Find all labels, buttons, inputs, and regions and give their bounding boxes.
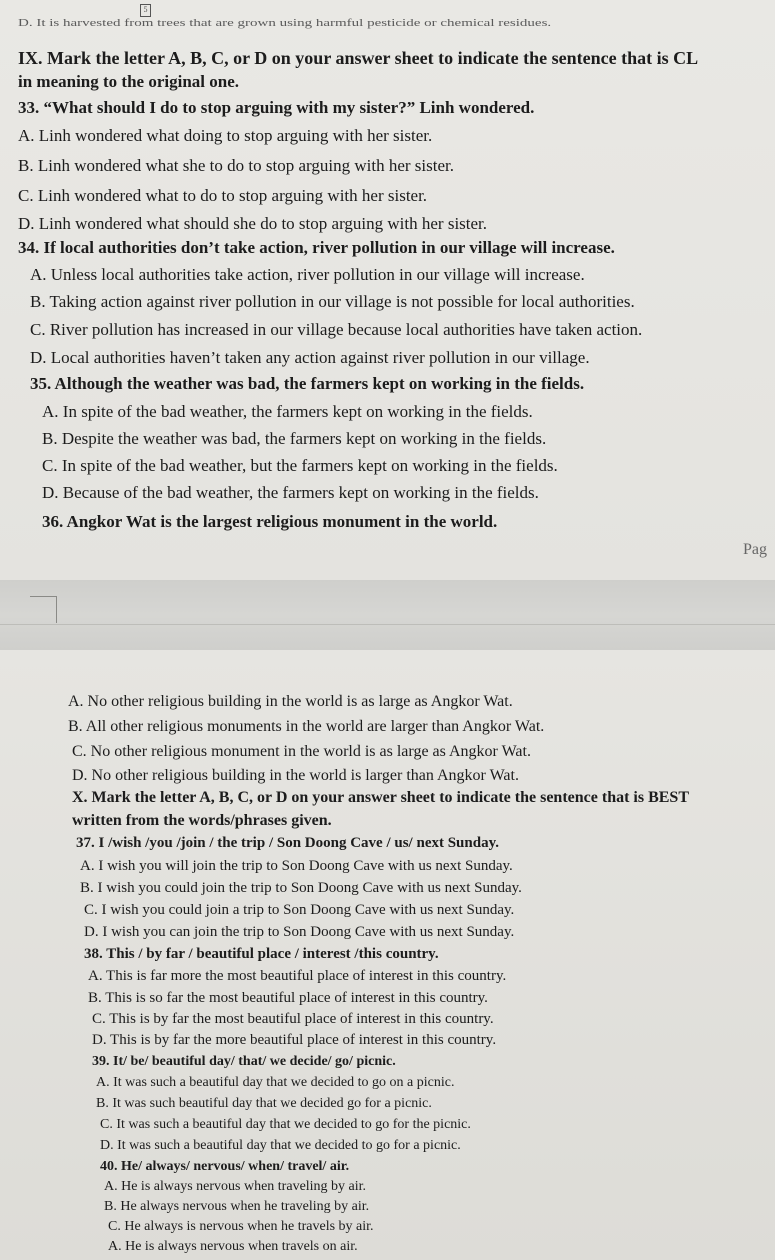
page-gap-rule [0, 624, 775, 625]
option-40-c: C. He always is nervous when he travels by air. [108, 1219, 374, 1234]
option-39-b: B. It was such beautiful day that we decided go for a picnic. [96, 1096, 432, 1111]
question-36: 36. Angkor Wat is the largest religious monument in the world. [42, 512, 498, 531]
option-39-d: D. It was such a beautiful day that we decided to go for a picnic. [100, 1138, 461, 1153]
option-38-a: A. This is far more the most beautiful place of interest in this country. [88, 968, 507, 984]
option-37-b: B. I wish you could join the trip to Son Doong Cave with us next Sunday. [80, 880, 522, 896]
option-36-a: A. No other religious building in the world is as large as Angkor Wat. [68, 693, 513, 710]
option-37-c: C. I wish you could join a trip to Son Doong Cave with us next Sunday. [84, 902, 515, 918]
section-ix-heading: IX. Mark the letter A, B, C, or D on your answer sheet to indicate the sentence that is CL [18, 48, 699, 68]
option-36-b: B. All other religious monuments in the world are larger than Angkor Wat. [68, 718, 545, 735]
section-x-heading-cont: written from the words/phrases given. [72, 812, 332, 829]
option-35-d: D. Because of the bad weather, the farmers kept on working in the fields. [42, 483, 539, 502]
option-36-c: C. No other religious monument in the world is as large as Angkor Wat. [72, 743, 531, 760]
option-40-a: A. He is always nervous when traveling by air. [104, 1179, 367, 1194]
option-35-c: C. In spite of the bad weather, but the farmers kept on working in the fields. [42, 456, 558, 475]
option-39-a: A. It was such a beautiful day that we decided to go on a picnic. [96, 1075, 455, 1090]
option-40-d: A. He is always nervous when travels on air. [108, 1239, 358, 1254]
page-gap [0, 580, 775, 650]
option-34-d: D. Local authorities haven’t taken any action against river pollution in our village. [30, 348, 590, 367]
option-38-b: B. This is so far the most beautiful place of interest in this country. [88, 990, 488, 1006]
option-35-a: A. In spite of the bad weather, the farmers kept on working in the fields. [42, 402, 533, 421]
crop-mark-top [30, 596, 57, 623]
option-34-c: C. River pollution has increased in our village because local authorities have taken action. [30, 320, 643, 339]
question-34: 34. If local authorities don’t take action, river pollution in our village will increase. [18, 238, 615, 257]
question-37: 37. I /wish /you /join / the trip / Son Doong Cave / us/ next Sunday. [76, 835, 500, 851]
option-33-b: B. Linh wondered what she to do to stop arguing with her sister. [18, 156, 454, 175]
question-35: 35. Although the weather was bad, the farmers kept on working in the fields. [30, 374, 585, 393]
option-39-c: C. It was such a beautiful day that we decided to go for the picnic. [100, 1117, 471, 1132]
option-33-d: D. Linh wondered what should she do to stop arguing with her sister. [18, 214, 488, 233]
question-33: 33. “What should I do to stop arguing with my sister?” Linh wondered. [18, 98, 535, 117]
section-ix-heading-cont: in meaning to the original one. [18, 72, 240, 91]
page-number-label: Pag [743, 541, 767, 558]
option-38-c: C. This is by far the most beautiful place of interest in this country. [92, 1011, 494, 1027]
page-top [0, 0, 775, 580]
question-40: 40. He/ always/ nervous/ when/ travel/ air. [100, 1159, 350, 1174]
option-35-b: B. Despite the weather was bad, the farmers kept on working in the fields. [42, 429, 547, 448]
option-37-d: D. I wish you can join the trip to Son Doong Cave with us next Sunday. [84, 924, 515, 940]
text-cursor-icon: 5 [140, 4, 151, 17]
option-37-a: A. I wish you will join the trip to Son Doong Cave with us next Sunday. [80, 858, 513, 874]
option-33-c: C. Linh wondered what to do to stop arguing with her sister. [18, 186, 428, 205]
question-38: 38. This / by far / beautiful place / interest /this country. [84, 946, 439, 962]
option-34-a: A. Unless local authorities take action, river pollution in our village will increase. [30, 265, 585, 284]
question-39: 39. It/ be/ beautiful day/ that/ we decide/ go/ picnic. [92, 1054, 396, 1069]
option-36-d: D. No other religious building in the world is larger than Angkor Wat. [72, 767, 519, 784]
page-bottom [0, 650, 775, 1260]
section-x-heading: X. Mark the letter A, B, C, or D on your answer sheet to indicate the sentence that is BEST [72, 789, 689, 806]
option-38-d: D. This is by far the more beautiful place of interest in this country. [92, 1032, 497, 1048]
option-40-b: B. He always nervous when he traveling by air. [104, 1199, 370, 1214]
option-34-b: B. Taking action against river pollution in our village is not possible for local authorities. [30, 292, 635, 311]
cut-off-line: D. It is harvested from trees that are grown using harmful pesticide or chemical residues. [18, 17, 552, 29]
option-33-a: A. Linh wondered what doing to stop arguing with her sister. [18, 126, 433, 145]
